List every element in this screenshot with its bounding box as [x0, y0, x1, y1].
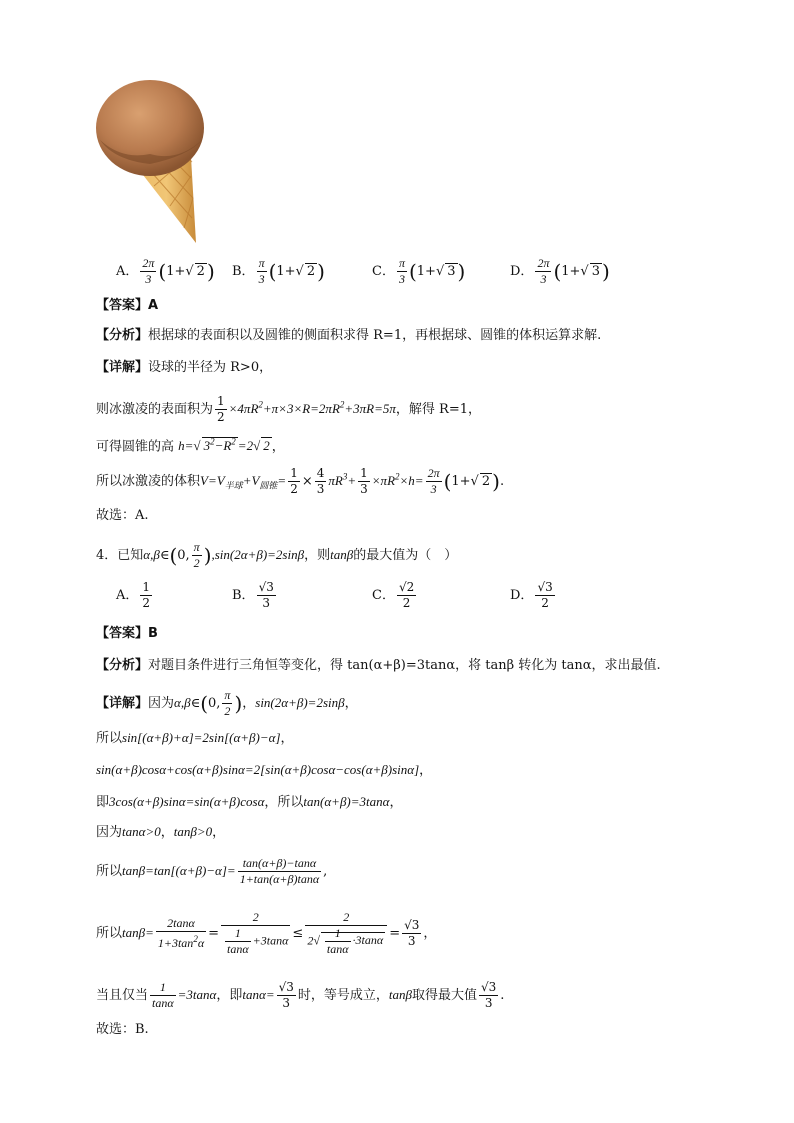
q4-detail-4: 即3cos(α+β)sinα=sin(α+β)cosα，所以tan(α+β)=3tanα，: [96, 794, 403, 810]
q4-choose: 故选：B.: [96, 1022, 149, 1037]
ice-cream-image: [92, 78, 212, 246]
q3-option-c[interactable]: C． $\frac{\pi}{3}$ (1+√ 3 ): [372, 256, 466, 286]
q4-detail-1: 【详解】因为α,β∈(0, $\frac{\pi}{2}$ )，sin(2α+β)=2sinβ，: [96, 688, 358, 718]
q4-option-c[interactable]: C． $\frac{√2}{2}$: [372, 580, 415, 610]
q3-option-d[interactable]: D． $\frac{2\pi}{3}$ (1+√ 3 ): [510, 256, 610, 286]
q4-analysis: 【分析】对题目条件进行三角恒等变化，得 tan(α+β)=3tanα，将 tanβ 转化为 tanα，求出最值.: [96, 658, 661, 673]
q3-answer: 【答案】A: [96, 298, 159, 313]
q4-option-a[interactable]: A． $\frac{1}{2}$: [116, 580, 151, 610]
q4-answer: 【答案】B: [96, 626, 158, 641]
q4-detail-2: 所以sin[(α+β)+α]=2sin[(α+β)−α]，: [96, 730, 294, 746]
q3-detail-1: 【详解】设球的半径为 R>0，: [96, 360, 273, 375]
q4-detail-6: 所以tanβ=tan[(α+β)−α]= $\frac{\tan(\alpha+\beta)-\tan\alpha}{1+\tan(\alpha+\beta)\tan\alpha}$ ,: [96, 856, 328, 886]
q4-stem: 4．已知α,β∈(0, $\frac{\pi}{2}$ ),sin(2α+β)=2sinβ，则tanβ的最大值为（ ）: [96, 540, 458, 570]
q4-detail-8: 当且仅当 $\frac{1}{\tan\alpha}$ =3tanα，即tanα= $\frac{√3}{3}$ 时，等号成立，tanβ取得最大值 $\frac{√3}{3}$ .: [96, 980, 505, 1010]
q4-detail-3: sin(α+β)cosα+cos(α+β)sinα=2[sin(α+β)cosα−cos(α+β)sinα]，: [96, 762, 433, 778]
q4-option-d[interactable]: D． $\frac{√3}{2}$: [510, 580, 553, 610]
q4-detail-7: 所以tanβ= $\frac{2\tan\alpha}{1+3\tan^2\alpha}$ = 2 $\frac{1}{\tan\alpha}$ +3tanα ≤ 2 2√ $\frac{1}{\tan\alpha}$ ·3tanα = $\frac{√3}{3}$ ，: [96, 910, 437, 956]
q3-detail-3: 可得圆锥的高 h=√ $3^2-R^2 =2√$ 2 ，: [96, 437, 285, 455]
q4-option-b[interactable]: B． $\frac{√3}{3}$: [232, 580, 274, 610]
q3-analysis: 【分析】根据球的表面积以及圆锥的侧面积求得 R=1，再根据球、圆锥的体积运算求解.: [96, 328, 602, 343]
q4-detail-5: 因为tanα>0，tanβ>0，: [96, 824, 226, 840]
q3-choose: 故选：A.: [96, 508, 149, 523]
q3-option-a[interactable]: A． $\frac{2\pi}{3}$ (1+√ 2 ): [116, 256, 215, 286]
q3-detail-4: 所以冰激凌的体积$V=V_{半球}+V_{圆锥}=$ $\frac{1}{2}$ × $\frac{4}{3}$ $\pi R^3+$ $\frac{1}{3}$ $\times\pi R^2\times h=$ $\frac{2\pi}{3}$ (1+√ 2 ).: [96, 466, 505, 496]
q3-detail-2: 则冰激凌的表面积为 $\frac{1}{2}$ $\times 4\pi R^2+\pi\times 3\times R=2\pi R^2+3\pi R=5\pi$，解得 R=1，: [96, 394, 481, 424]
q3-option-b[interactable]: B． $\frac{\pi}{3}$ (1+√ 2 ): [232, 256, 325, 286]
